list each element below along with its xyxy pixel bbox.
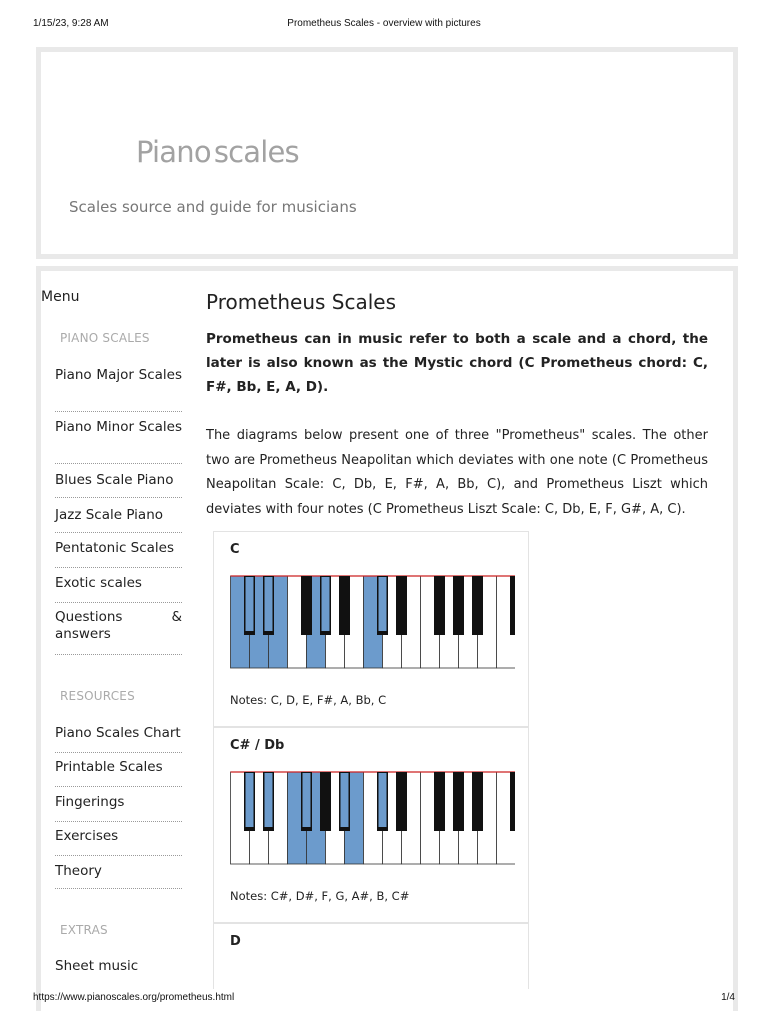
sidebar-item-piano-scales-chart[interactable]: Piano Scales Chart [55,725,182,753]
article-description: The diagrams below present one of three "Prometheus" scales. The other two are Prometheus Neapolitan which deviates with one note (C Prometheus Neapolitan Scale: C, Db, E, F#, A, Bb, C), and Prometheus Liszt which deviates with four notes (C Prometheus Liszt Scale: C, Db, E, F, G#, A, C). [206,428,708,517]
black-key [472,772,483,831]
sidebar-item-jazz-scale-piano[interactable]: Jazz Scale Piano [55,507,182,533]
site-tagline: Scales source and guide for musicians [69,198,357,216]
black-key [320,772,331,831]
site-header [36,47,738,259]
sidebar-item-pentatonic-scales[interactable]: Pentatonic Scales [55,540,182,568]
scale-notes: Notes: C, D, E, F#, A, Bb, C [230,693,387,707]
sidebar-item-blues-scale-piano[interactable]: Blues Scale Piano [55,472,182,498]
black-key [434,772,445,831]
black-key [434,576,445,635]
sidebar-item-printable-scales[interactable]: Printable Scales [55,759,182,787]
sidebar-item-theory[interactable]: Theory [55,863,182,889]
black-key [453,576,464,635]
scale-key-label: C# / Db [230,738,285,753]
black-key-highlight-fill [303,773,311,827]
sidebar-heading-resources: RESOURCES [60,689,135,703]
menu-title: Menu [41,289,80,305]
black-key [510,772,515,831]
site-logo[interactable] [136,135,299,169]
logo-text-piano: Piano [136,135,211,169]
scale-key-label: C [230,542,240,557]
sidebar-item-questions-answers[interactable]: Questions & answers [55,609,182,655]
black-key-highlight-fill [246,773,254,827]
sidebar-item-piano-minor-scales[interactable]: Piano Minor Scales [55,419,182,464]
black-key-highlight-fill [246,577,254,631]
black-key [301,576,312,635]
article-intro: Prometheus can in music refer to both a scale and a chord, the later is also known as the Mystic chord (C Prometheus chord: C, F#, Bb, E, A, D). [206,331,708,395]
black-key-highlight-fill [379,577,387,631]
sidebar-item-exotic-scales[interactable]: Exotic scales [55,575,182,603]
sidebar-heading-extras: EXTRAS [60,923,108,937]
black-key [453,772,464,831]
scale-card-c-sharp [213,727,529,923]
sidebar-item-sheet-music[interactable]: Sheet music [55,958,139,974]
print-url: https://www.pianoscales.org/prometheus.html [33,992,235,1003]
scale-key-label: D [230,934,241,949]
logo-text-scales: scales [213,135,299,169]
sidebar-heading-piano-scales: PIANO SCALES [60,331,150,345]
black-key-highlight-fill [341,773,349,827]
piano-keyboard-diagram [230,771,515,865]
print-datetime: 1/15/23, 9:28 AM [33,18,109,29]
scale-notes: Notes: C#, D#, F, G, A#, B, C# [230,889,410,903]
black-key-highlight-fill [265,773,273,827]
black-key-highlight-fill [322,577,330,631]
black-key [339,576,350,635]
black-key-highlight-fill [379,773,387,827]
black-key [396,772,407,831]
black-key [510,576,515,635]
sidebar-item-fingerings[interactable]: Fingerings [55,794,182,822]
scale-card-c [213,531,529,727]
sidebar-item-piano-major-scales[interactable]: Piano Major Scales [55,367,182,412]
black-key-highlight-fill [265,577,273,631]
sidebar-item-exercises[interactable]: Exercises [55,828,182,856]
print-page-title: Prometheus Scales - overview with pictures [287,18,481,29]
black-key [472,576,483,635]
black-key [396,576,407,635]
scale-card-d [213,923,529,989]
piano-keyboard-diagram [230,575,515,669]
print-page-number: 1/4 [721,992,735,1003]
article-title: Prometheus Scales [206,290,397,314]
